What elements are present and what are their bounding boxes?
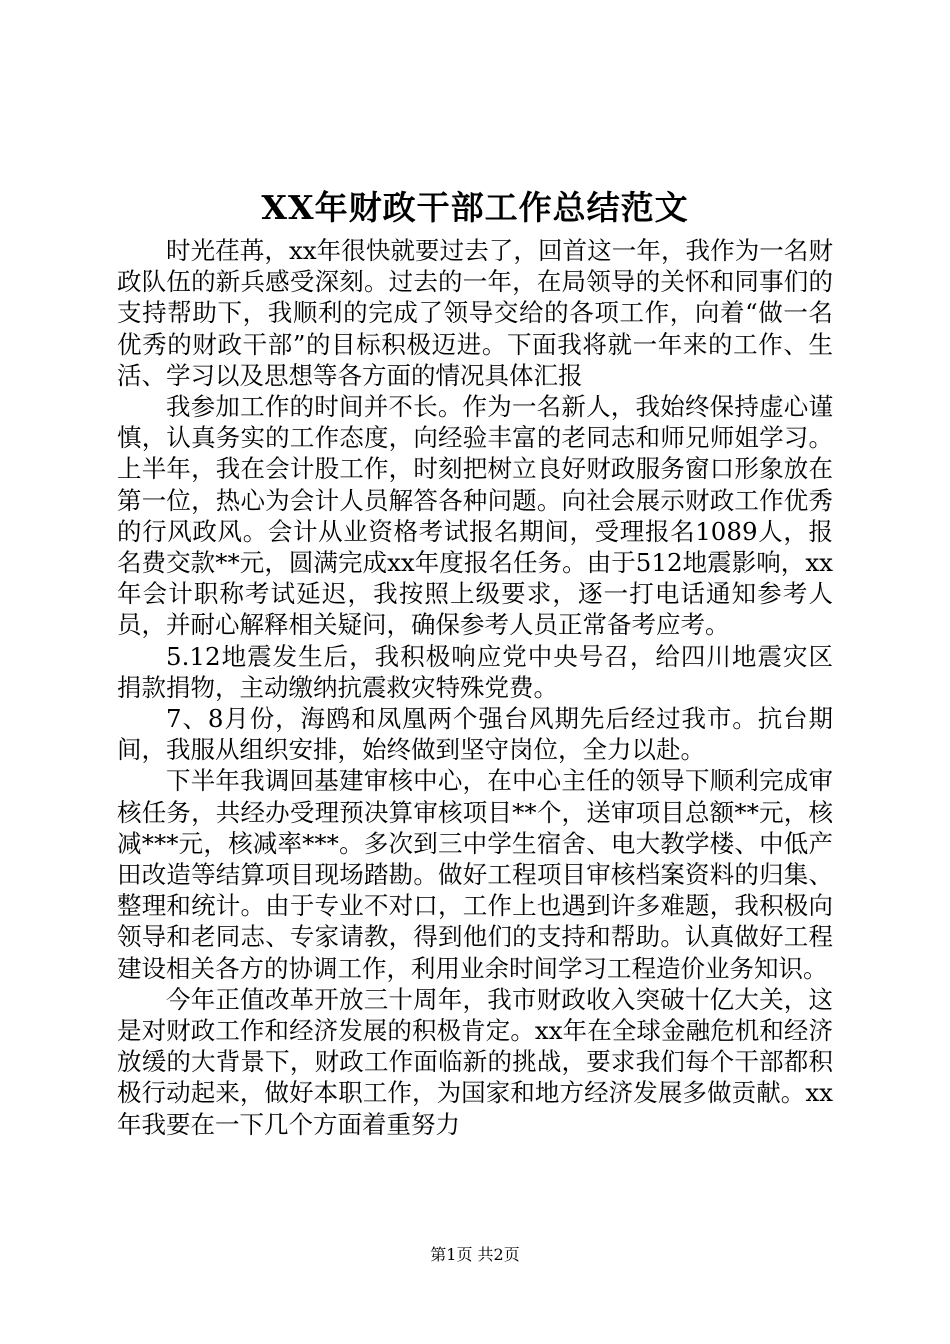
document-title: XX年财政干部工作总结范文	[261, 188, 689, 227]
paragraph-outlook: 今年正值改革开放三十周年，我市财政收入突破十亿大关，这是对财政工作和经济发展的积极肯定。xx年在全球金融危机和经济放缓的大背景下，财政工作面临新的挑战，要求我们每个干部都积极行动起来，做好本职工作，为国家和地方经济发展多做贡献。xx年我要在一下几个方面着重努力	[117, 984, 833, 1139]
page-number-footer: 第1页 共2页	[430, 1245, 520, 1264]
paragraph-audit-center: 下半年我调回基建审核中心，在中心主任的领导下顺利完成审核任务，共经办受理预决算审核项目**个，送审项目总额**元，核减***元，核减率***。多次到三中学生宿舍、电大教学楼、中低产田改造等结算项目现场踏勘。做好工程项目审核档案资料的归集、整理和统计。由于专业不对口，工作上也遇到许多难题，我积极向领导和老同志、专家请教，得到他们的支持和帮助。认真做好工程建设相关各方的协调工作，利用业余时间学习工程造价业务知识。	[117, 766, 833, 983]
document-body	[117, 235, 833, 1140]
paragraph-typhoon-duty: 7、8月份，海鸥和凤凰两个强台风期先后经过我市。抗台期间，我服从组织安排，始终做到坚守岗位，全力以赴。	[117, 704, 833, 765]
paragraph-intro: 时光荏苒，xx年很快就要过去了，回首这一年，我作为一名财政队伍的新兵感受深刻。过去的一年，在局领导的关怀和同事们的支持帮助下，我顺利的完成了领导交给的各项工作，向着“做一名优秀的财政干部”的目标积极迈进。下面我将就一年来的工作、生活、学习以及思想等各方面的情况具体汇报	[117, 236, 833, 390]
paragraph-accounting-work: 我参加工作的时间并不长。作为一名新人，我始终保持虚心谨慎，认真务实的工作态度，向经验丰富的老同志和师兄师姐学习。上半年，我在会计股工作，时刻把树立良好财政服务窗口形象放在第一位，热心为会计人员解答各种问题。向社会展示财政工作优秀的行风政风。会计从业资格考试报名期间，受理报名1089人，报名费交款**元，圆满完成xx年度报名任务。由于512地震影响，xx年会计职称考试延迟，我按照上级要求，逐一打电话通知参考人员，并耐心解释相关疑问，确保参考人员正常备考应考。	[117, 392, 833, 640]
paragraph-earthquake-relief: 5.12地震发生后，我积极响应党中央号召，给四川地震灾区捐款捐物，主动缴纳抗震救灾特殊党费。	[117, 641, 833, 702]
